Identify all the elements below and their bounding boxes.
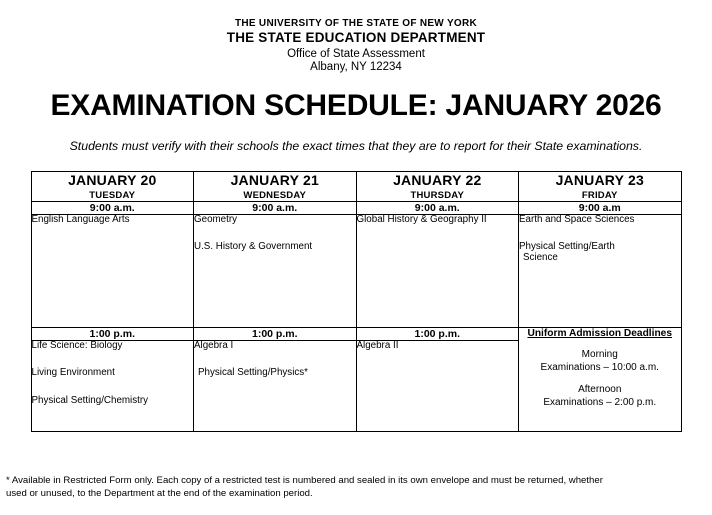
- page-subtitle: Students must verify with their schools the exact times that they are to report for their State examinations.: [69, 139, 643, 153]
- footnote: [0, 475, 712, 501]
- exam-item: Physical Setting/Physics*: [198, 367, 308, 379]
- table-row-afternoon-times: [31, 328, 681, 341]
- afternoon-exams-cell-3: [356, 341, 519, 432]
- exam-item: [519, 242, 681, 263]
- exam-item: Algebra II: [356, 340, 399, 351]
- exam-item: Global History & Geography II: [356, 214, 487, 225]
- exam-item-line1: Physical Setting/Earth: [519, 241, 615, 253]
- exam-item: Algebra I: [194, 340, 234, 351]
- exam-item-line2: Science: [523, 251, 558, 263]
- header-address-line: Albany, NY 12234: [310, 61, 402, 73]
- morning-exams-cell-2: [194, 215, 357, 328]
- day-weekday-1: TUESDAY: [89, 190, 136, 201]
- morning-time-4: 9:00 a.m: [519, 202, 682, 215]
- afternoon-time-2: 1:00 p.m.: [194, 328, 357, 341]
- morning-exams-cell-4: [519, 215, 682, 328]
- day-weekday-2: WEDNESDAY: [243, 190, 307, 201]
- schedule-table-wrapper: [31, 171, 682, 432]
- exam-item: Living Environment: [31, 367, 115, 379]
- uniform-admission-title: Uniform Admission Deadlines: [527, 328, 673, 339]
- uniform-admission-deadlines-cell: [519, 328, 682, 432]
- afternoon-time-3: 1:00 p.m.: [356, 328, 519, 341]
- exam-item: Life Science: Biology: [31, 340, 123, 351]
- afternoon-time-1: 1:00 p.m.: [31, 328, 194, 341]
- uniform-admission-morning-label: Morning: [581, 349, 618, 360]
- morning-time-2: 9:00 a.m.: [194, 202, 357, 215]
- uniform-admission-morning: [519, 349, 681, 374]
- morning-time-3: 9:00 a.m.: [356, 202, 519, 215]
- day-date-2: JANUARY 21: [230, 172, 319, 188]
- exam-item: Physical Setting/Chemistry: [31, 394, 149, 406]
- uniform-admission-afternoon-label: Afternoon: [578, 384, 622, 395]
- day-header-cell-2: [194, 172, 357, 202]
- header-office-line: Office of State Assessment: [287, 48, 425, 60]
- uniform-admission-morning-value: Examinations – 10:00 a.m.: [540, 361, 659, 373]
- day-header-cell-3: [356, 172, 519, 202]
- day-date-4: JANUARY 23: [555, 172, 644, 188]
- day-date-1: JANUARY 20: [68, 172, 157, 188]
- morning-exams-cell-3: [356, 215, 519, 328]
- footnote-line-2: used or unused, to the Department at the end of the examination period.: [6, 488, 313, 500]
- day-date-3: JANUARY 22: [393, 172, 482, 188]
- header-university-line: THE UNIVERSITY OF THE STATE OF NEW YORK: [234, 18, 478, 29]
- header-department-line: THE STATE EDUCATION DEPARTMENT: [226, 30, 486, 45]
- exam-item: English Language Arts: [31, 214, 130, 225]
- page-title: EXAMINATION SCHEDULE: JANUARY 2026: [50, 89, 662, 122]
- exam-item: Earth and Space Sciences: [519, 214, 635, 225]
- table-row-morning-exams: [31, 215, 681, 328]
- document-header: [0, 0, 712, 73]
- uniform-admission-afternoon-value: Examinations – 2:00 p.m.: [543, 396, 657, 408]
- afternoon-exams-cell-1: [31, 341, 194, 432]
- day-header-cell-4: [519, 172, 682, 202]
- table-row-headers: [31, 172, 681, 202]
- exam-item: U.S. History & Government: [194, 241, 313, 253]
- day-weekday-4: FRIDAY: [581, 190, 618, 201]
- examination-schedule-table: [31, 171, 682, 432]
- day-weekday-3: THURSDAY: [410, 190, 464, 201]
- morning-time-1: 9:00 a.m.: [31, 202, 194, 215]
- exam-item: Geometry: [194, 214, 238, 225]
- afternoon-exams-cell-2: [194, 341, 357, 432]
- footnote-line-1: * Available in Restricted Form only. Each copy of a restricted test is numbered and sealed in its own envelope and must be returned, whether: [6, 475, 603, 487]
- day-header-cell-1: [31, 172, 194, 202]
- table-row-morning-times: [31, 202, 681, 215]
- uniform-admission-afternoon: [519, 384, 681, 409]
- morning-exams-cell-1: [31, 215, 194, 328]
